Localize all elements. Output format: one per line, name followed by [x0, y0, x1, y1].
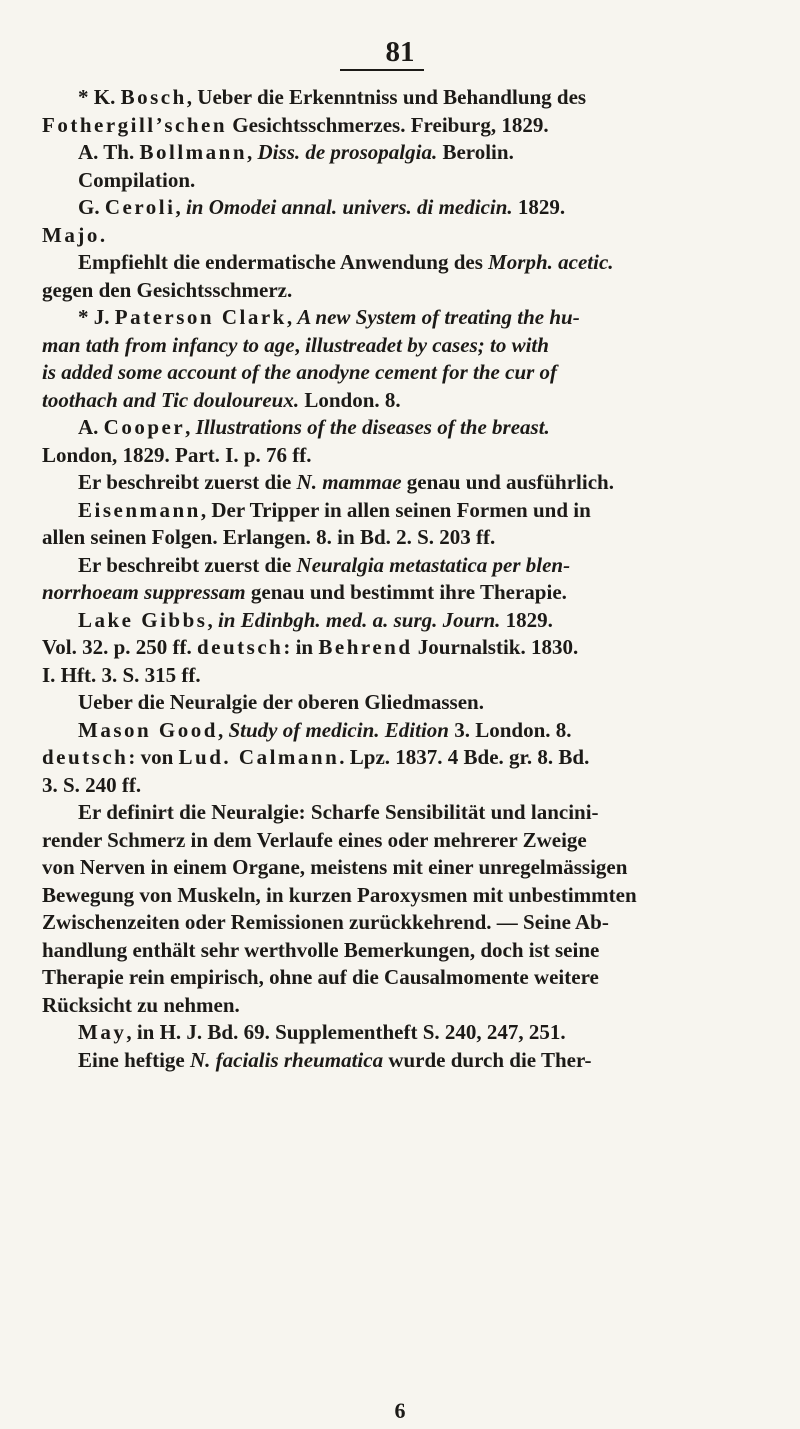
text-line: norrhoeam suppressam genau und bestimmt ihre Therapie. — [42, 580, 567, 604]
text-line: Zwischenzeiten oder Remissionen zurückkehrend. — Seine Ab- — [42, 910, 609, 934]
text-line: Ueber die Neuralgie der oberen Gliedmassen. — [78, 690, 484, 714]
text-line: toothach and Tic douloureux. London. 8. — [42, 387, 401, 412]
signature-mark: 6 — [394, 1398, 406, 1423]
text-line: allen seinen Folgen. Erlangen. 8. in Bd. 2. S. 203 ff. — [42, 525, 496, 549]
text-line: handlung enthält sehr werthvolle Bemerkungen, doch ist seine — [42, 937, 600, 962]
text-line: man tath from infancy to age, illustreadet by cases; to with — [42, 332, 549, 357]
text-line: render Schmerz in dem Verlaufe eines oder mehrerer Zweige — [42, 827, 587, 852]
text-line: Empfiehlt die endermatische Anwendung des Morph. acetic. — [78, 250, 614, 274]
entry-cooper: A. Cooper, Illustrations of the diseases of the breast. — [78, 415, 550, 439]
text-line: Er beschreibt zuerst die N. mammae genau und ausführlich. — [78, 470, 614, 494]
text-line: Er beschreibt zuerst die Neuralgia metastatica per blen- — [78, 552, 571, 577]
entry-paterson-clark: * J. Paterson Clark, A new System of treating the hu- — [78, 305, 580, 329]
body-text — [42, 84, 766, 1074]
text-line: Compilation. — [78, 167, 196, 192]
text-line: is added some account of the anodyne cement for the cur of — [42, 360, 558, 384]
text-line: Bewegung von Muskeln, in kurzen Paroxysmen mit unbestimmten — [42, 882, 637, 907]
text-line: Eine heftige N. facialis rheumatica wurde durch die Ther- — [78, 1047, 592, 1072]
text-line: I. Hft. 3. S. 315 ff. — [42, 662, 201, 687]
text-line: Er definirt die Neuralgie: Scharfe Sensibilität und lancini- — [78, 800, 599, 824]
text-line: von Nerven in einem Organe, meistens mit einer unregelmässigen — [42, 855, 628, 879]
entry-mason-good: Mason Good, Study of medicin. Edition 3. London. 8. — [78, 717, 572, 742]
page-number: 81 — [385, 36, 415, 68]
text-line: Vol. 32. p. 250 ff. deutsch: in Behrend Journalstik. 1830. — [42, 635, 579, 659]
entry-eisenmann: Eisenmann, Der Tripper in allen seinen Formen und in — [78, 497, 591, 522]
text-line: Therapie rein empirisch, ohne auf die Causalmomente weitere — [42, 965, 599, 989]
entry-bollmann: A. Th. Bollmann, Diss. de prosopalgia. Berolin. — [78, 140, 514, 164]
entry-lake-gibbs: Lake Gibbs, in Edinbgh. med. a. surg. Journ. 1829. — [78, 607, 553, 632]
entry-bosch: * K. Bosch, Ueber die Erkenntniss und Behandlung des — [78, 85, 587, 109]
text-line: London, 1829. Part. I. p. 76 ff. — [42, 442, 312, 467]
text-line: Majo. — [42, 222, 108, 247]
entry-ceroli: G. Ceroli, in Omodei annal. univers. di medicin. 1829. — [78, 195, 566, 219]
entry-may: May, in H. J. Bd. 69. Supplementheft S. 240, 247, 251. — [78, 1020, 566, 1044]
header-rule — [340, 69, 424, 71]
text-line: 3. S. 240 ff. — [42, 772, 142, 797]
text-line: Rücksicht zu nehmen. — [42, 992, 240, 1017]
text-line: Fothergill’schen Gesichtsschmerzes. Freiburg, 1829. — [42, 112, 549, 137]
text-line: deutsch: von Lud. Calmann. Lpz. 1837. 4 Bde. gr. 8. Bd. — [42, 745, 590, 769]
text-line: gegen den Gesichtsschmerz. — [42, 277, 293, 302]
